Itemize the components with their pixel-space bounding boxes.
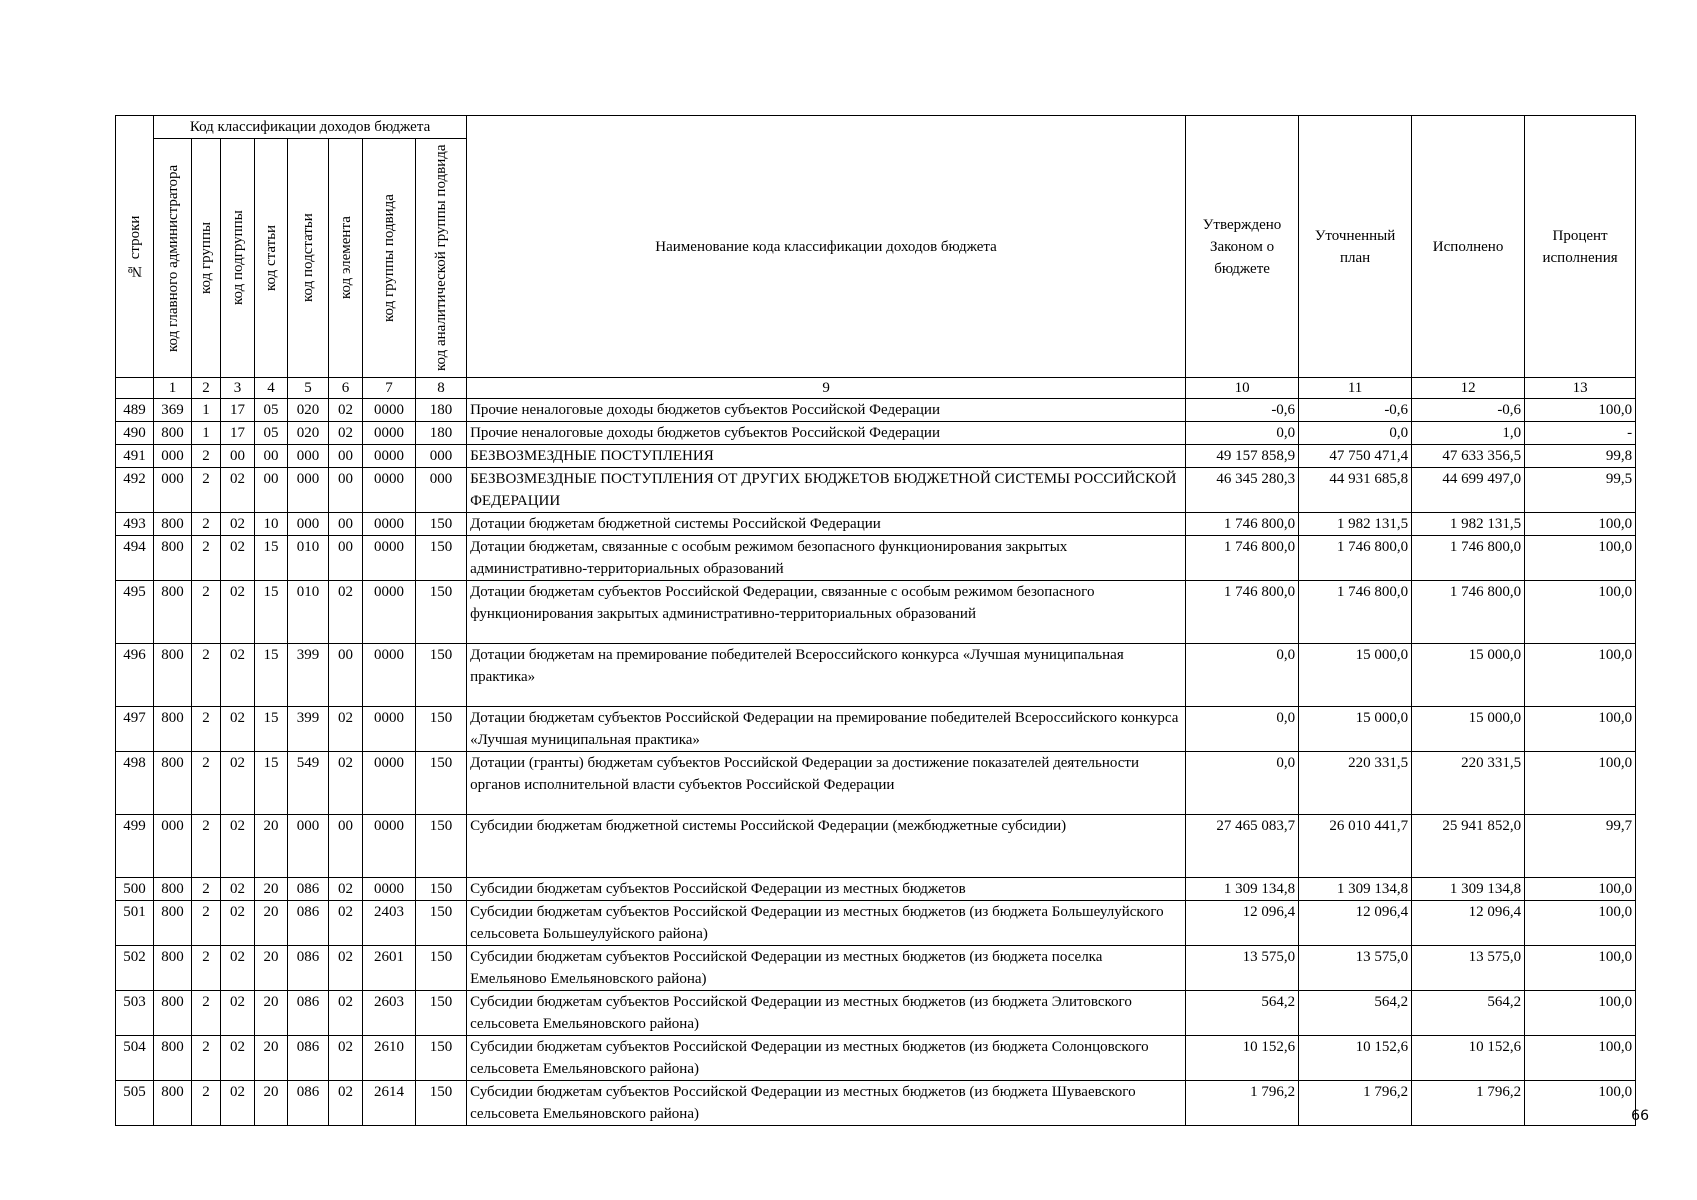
header-article: код статьи [255, 139, 288, 378]
revenue-table [115, 115, 1636, 1126]
code-element: 00 [329, 445, 363, 468]
code-article: 20 [255, 946, 288, 991]
code-article: 20 [255, 901, 288, 946]
code-element: 02 [329, 1036, 363, 1081]
execution-percent: 100,0 [1525, 1036, 1636, 1081]
code-group: 2 [192, 815, 221, 878]
refined-amount: 220 331,5 [1299, 752, 1412, 815]
code-analytic-group: 150 [416, 752, 467, 815]
code-subtype-group: 0000 [363, 752, 416, 815]
approved-amount: 27 465 083,7 [1186, 815, 1299, 878]
code-subgroup: 00 [221, 445, 255, 468]
code-article: 20 [255, 1036, 288, 1081]
code-element: 00 [329, 513, 363, 536]
header-row-no: № строки [116, 116, 154, 378]
row-number: 495 [116, 581, 154, 644]
code-admin: 369 [154, 399, 192, 422]
approved-amount: 1 309 134,8 [1186, 878, 1299, 901]
code-subarticle: 549 [288, 752, 329, 815]
executed-amount: 15 000,0 [1412, 707, 1525, 752]
code-article: 20 [255, 1081, 288, 1126]
executed-amount: 220 331,5 [1412, 752, 1525, 815]
code-article: 15 [255, 581, 288, 644]
header-subtype-group: код группы подвида [363, 139, 416, 378]
code-admin: 800 [154, 581, 192, 644]
code-subgroup: 02 [221, 1081, 255, 1126]
code-article: 20 [255, 878, 288, 901]
code-analytic-group: 150 [416, 815, 467, 878]
table-row [116, 581, 1636, 644]
refined-amount: 564,2 [1299, 991, 1412, 1036]
code-element: 00 [329, 536, 363, 581]
code-group: 2 [192, 1081, 221, 1126]
header-subgroup: код подгруппы [221, 139, 255, 378]
code-analytic-group: 180 [416, 399, 467, 422]
refined-amount: 13 575,0 [1299, 946, 1412, 991]
table-row [116, 946, 1636, 991]
code-subarticle: 000 [288, 513, 329, 536]
code-subtype-group: 2610 [363, 1036, 416, 1081]
code-group: 1 [192, 399, 221, 422]
column-number: 1 [154, 378, 192, 399]
table-row [116, 901, 1636, 946]
code-admin: 800 [154, 536, 192, 581]
table-row [116, 399, 1636, 422]
code-article: 05 [255, 399, 288, 422]
header-name: Наименование кода классификации доходов бюджета [467, 116, 1186, 378]
revenue-name: Дотации бюджетам, связанные с особым режимом безопасного функционирования закрытых административно-территориальных образований [467, 536, 1186, 581]
code-subarticle: 000 [288, 815, 329, 878]
code-group: 2 [192, 878, 221, 901]
approved-amount: 0,0 [1186, 707, 1299, 752]
column-number: 7 [363, 378, 416, 399]
row-number: 493 [116, 513, 154, 536]
code-article: 05 [255, 422, 288, 445]
code-subgroup: 02 [221, 991, 255, 1036]
header-executed: Исполнено [1412, 116, 1525, 378]
execution-percent: 100,0 [1525, 707, 1636, 752]
code-analytic-group: 150 [416, 878, 467, 901]
code-subtype-group: 0000 [363, 468, 416, 513]
column-number: 12 [1412, 378, 1525, 399]
row-number: 500 [116, 878, 154, 901]
code-admin: 000 [154, 468, 192, 513]
row-number: 505 [116, 1081, 154, 1126]
code-group: 2 [192, 644, 221, 707]
column-number: 13 [1525, 378, 1636, 399]
code-subtype-group: 0000 [363, 399, 416, 422]
code-admin: 800 [154, 752, 192, 815]
code-subarticle: 086 [288, 1081, 329, 1126]
approved-amount: 564,2 [1186, 991, 1299, 1036]
revenue-name: БЕЗВОЗМЕЗДНЫЕ ПОСТУПЛЕНИЯ [467, 445, 1186, 468]
code-article: 10 [255, 513, 288, 536]
refined-amount: 1 746 800,0 [1299, 581, 1412, 644]
code-analytic-group: 150 [416, 513, 467, 536]
header-subarticle: код подстатьи [288, 139, 329, 378]
approved-amount: 49 157 858,9 [1186, 445, 1299, 468]
code-subgroup: 02 [221, 901, 255, 946]
table-row [116, 644, 1636, 707]
page-number: 66 [1631, 1108, 1649, 1124]
refined-amount: 1 746 800,0 [1299, 536, 1412, 581]
execution-percent: 99,7 [1525, 815, 1636, 878]
code-subarticle: 000 [288, 445, 329, 468]
header-percent: Процент исполнения [1525, 116, 1636, 378]
code-admin: 000 [154, 815, 192, 878]
executed-amount: 15 000,0 [1412, 644, 1525, 707]
approved-amount: 1 746 800,0 [1186, 581, 1299, 644]
row-number: 502 [116, 946, 154, 991]
approved-amount: 46 345 280,3 [1186, 468, 1299, 513]
execution-percent: - [1525, 422, 1636, 445]
executed-amount: 1 746 800,0 [1412, 536, 1525, 581]
table-body [116, 399, 1636, 1126]
column-number: 3 [221, 378, 255, 399]
refined-amount: 47 750 471,4 [1299, 445, 1412, 468]
revenue-name: Дотации (гранты) бюджетам субъектов Российской Федерации за достижение показателей деятельности органов исполнительной власти субъектов Российской Федерации [467, 752, 1186, 815]
code-subgroup: 02 [221, 946, 255, 991]
code-admin: 800 [154, 644, 192, 707]
row-number: 489 [116, 399, 154, 422]
code-admin: 800 [154, 1081, 192, 1126]
execution-percent: 99,5 [1525, 468, 1636, 513]
code-subarticle: 086 [288, 946, 329, 991]
row-number: 494 [116, 536, 154, 581]
revenue-name: Дотации бюджетам субъектов Российской Федерации на премирование победителей Всероссийского конкурса «Лучшая муниципальная практика» [467, 707, 1186, 752]
code-analytic-group: 150 [416, 991, 467, 1036]
refined-amount: 1 309 134,8 [1299, 878, 1412, 901]
approved-amount: -0,6 [1186, 399, 1299, 422]
code-subarticle: 086 [288, 991, 329, 1036]
code-analytic-group: 000 [416, 468, 467, 513]
table-row [116, 513, 1636, 536]
execution-percent: 100,0 [1525, 752, 1636, 815]
executed-amount: 25 941 852,0 [1412, 815, 1525, 878]
execution-percent: 100,0 [1525, 1081, 1636, 1126]
row-number: 491 [116, 445, 154, 468]
execution-percent: 100,0 [1525, 581, 1636, 644]
refined-amount: 12 096,4 [1299, 901, 1412, 946]
code-subtype-group: 2603 [363, 991, 416, 1036]
executed-amount: 1,0 [1412, 422, 1525, 445]
code-subtype-group: 0000 [363, 878, 416, 901]
refined-amount: 26 010 441,7 [1299, 815, 1412, 878]
row-number: 504 [116, 1036, 154, 1081]
column-number-blank [116, 378, 154, 399]
table-row [116, 536, 1636, 581]
header-approved: Утверждено Законом о бюджете [1186, 116, 1299, 378]
refined-amount: 10 152,6 [1299, 1036, 1412, 1081]
column-numbers-row [116, 378, 1636, 399]
code-subgroup: 02 [221, 707, 255, 752]
revenue-name: Дотации бюджетам субъектов Российской Федерации, связанные с особым режимом безопасного функционирования закрытых административно-территориальных образований [467, 581, 1186, 644]
table-row [116, 878, 1636, 901]
table-row [116, 445, 1636, 468]
approved-amount: 13 575,0 [1186, 946, 1299, 991]
code-article: 15 [255, 536, 288, 581]
code-group: 2 [192, 1036, 221, 1081]
execution-percent: 100,0 [1525, 991, 1636, 1036]
code-group: 2 [192, 707, 221, 752]
revenue-name: Субсидии бюджетам бюджетной системы Российской Федерации (межбюджетные субсидии) [467, 815, 1186, 878]
code-group: 1 [192, 422, 221, 445]
code-analytic-group: 150 [416, 707, 467, 752]
revenue-name: Субсидии бюджетам субъектов Российской Федерации из местных бюджетов (из бюджета Шуваевского сельсовета Емельяновского района) [467, 1081, 1186, 1126]
code-analytic-group: 150 [416, 901, 467, 946]
code-subarticle: 000 [288, 468, 329, 513]
code-analytic-group: 150 [416, 1081, 467, 1126]
code-subtype-group: 0000 [363, 536, 416, 581]
approved-amount: 0,0 [1186, 422, 1299, 445]
code-subtype-group: 2601 [363, 946, 416, 991]
code-admin: 800 [154, 878, 192, 901]
code-element: 02 [329, 422, 363, 445]
refined-amount: 15 000,0 [1299, 644, 1412, 707]
revenue-name: Дотации бюджетам бюджетной системы Российской Федерации [467, 513, 1186, 536]
revenue-name: Прочие неналоговые доходы бюджетов субъектов Российской Федерации [467, 399, 1186, 422]
table-row [116, 752, 1636, 815]
code-subgroup: 02 [221, 468, 255, 513]
header-group: код группы [192, 139, 221, 378]
code-subtype-group: 0000 [363, 707, 416, 752]
execution-percent: 100,0 [1525, 399, 1636, 422]
header-code-group: Код классификации доходов бюджета [154, 116, 467, 139]
code-subgroup: 17 [221, 422, 255, 445]
refined-amount: 0,0 [1299, 422, 1412, 445]
code-admin: 800 [154, 422, 192, 445]
execution-percent: 100,0 [1525, 644, 1636, 707]
approved-amount: 1 796,2 [1186, 1081, 1299, 1126]
executed-amount: 1 982 131,5 [1412, 513, 1525, 536]
refined-amount: 15 000,0 [1299, 707, 1412, 752]
revenue-name: Субсидии бюджетам субъектов Российской Федерации из местных бюджетов (из бюджета Большеулуйского сельсовета Большеулуйского района) [467, 901, 1186, 946]
code-admin: 800 [154, 991, 192, 1036]
approved-amount: 0,0 [1186, 752, 1299, 815]
code-subarticle: 020 [288, 399, 329, 422]
column-number: 10 [1186, 378, 1299, 399]
table-row [116, 1036, 1636, 1081]
approved-amount: 1 746 800,0 [1186, 536, 1299, 581]
column-number: 2 [192, 378, 221, 399]
code-group: 2 [192, 946, 221, 991]
code-article: 00 [255, 445, 288, 468]
code-subgroup: 02 [221, 815, 255, 878]
revenue-name: БЕЗВОЗМЕЗДНЫЕ ПОСТУПЛЕНИЯ ОТ ДРУГИХ БЮДЖЕТОВ БЮДЖЕТНОЙ СИСТЕМЫ РОССИЙСКОЙ ФЕДЕРАЦИИ [467, 468, 1186, 513]
refined-amount: -0,6 [1299, 399, 1412, 422]
row-number: 503 [116, 991, 154, 1036]
code-group: 2 [192, 468, 221, 513]
execution-percent: 100,0 [1525, 946, 1636, 991]
table-row [116, 991, 1636, 1036]
code-element: 02 [329, 991, 363, 1036]
code-group: 2 [192, 513, 221, 536]
executed-amount: 13 575,0 [1412, 946, 1525, 991]
code-article: 15 [255, 644, 288, 707]
executed-amount: 12 096,4 [1412, 901, 1525, 946]
row-number: 501 [116, 901, 154, 946]
code-subgroup: 02 [221, 581, 255, 644]
revenue-name: Прочие неналоговые доходы бюджетов субъектов Российской Федерации [467, 422, 1186, 445]
header-analytic-group: код аналитической группы подвида [416, 139, 467, 378]
code-subgroup: 02 [221, 536, 255, 581]
code-analytic-group: 180 [416, 422, 467, 445]
code-group: 2 [192, 901, 221, 946]
header-admin: код главного администратора [154, 139, 192, 378]
code-subgroup: 02 [221, 878, 255, 901]
column-number: 9 [467, 378, 1186, 399]
code-subarticle: 010 [288, 536, 329, 581]
code-group: 2 [192, 581, 221, 644]
refined-amount: 1 796,2 [1299, 1081, 1412, 1126]
code-subtype-group: 0000 [363, 422, 416, 445]
code-element: 02 [329, 399, 363, 422]
code-subtype-group: 0000 [363, 513, 416, 536]
row-number: 498 [116, 752, 154, 815]
table-row [116, 815, 1636, 878]
executed-amount: 1 796,2 [1412, 1081, 1525, 1126]
code-subgroup: 02 [221, 1036, 255, 1081]
code-analytic-group: 000 [416, 445, 467, 468]
revenue-name: Дотации бюджетам на премирование победителей Всероссийского конкурса «Лучшая муниципальная практика» [467, 644, 1186, 707]
code-admin: 800 [154, 513, 192, 536]
code-analytic-group: 150 [416, 644, 467, 707]
code-group: 2 [192, 445, 221, 468]
code-subarticle: 399 [288, 644, 329, 707]
code-element: 02 [329, 752, 363, 815]
code-article: 00 [255, 468, 288, 513]
code-element: 02 [329, 946, 363, 991]
revenue-name: Субсидии бюджетам субъектов Российской Федерации из местных бюджетов [467, 878, 1186, 901]
column-number: 8 [416, 378, 467, 399]
row-number: 497 [116, 707, 154, 752]
code-subgroup: 17 [221, 399, 255, 422]
code-article: 15 [255, 707, 288, 752]
code-group: 2 [192, 991, 221, 1036]
table-row [116, 468, 1636, 513]
execution-percent: 100,0 [1525, 536, 1636, 581]
table-row [116, 1081, 1636, 1126]
execution-percent: 99,8 [1525, 445, 1636, 468]
code-subarticle: 086 [288, 901, 329, 946]
header-element: код элемента [329, 139, 363, 378]
header-refined: Уточненный план [1299, 116, 1412, 378]
executed-amount: 1 309 134,8 [1412, 878, 1525, 901]
code-subarticle: 399 [288, 707, 329, 752]
code-subgroup: 02 [221, 513, 255, 536]
code-group: 2 [192, 536, 221, 581]
column-number: 4 [255, 378, 288, 399]
executed-amount: -0,6 [1412, 399, 1525, 422]
code-subtype-group: 0000 [363, 445, 416, 468]
code-element: 00 [329, 815, 363, 878]
refined-amount: 44 931 685,8 [1299, 468, 1412, 513]
refined-amount: 1 982 131,5 [1299, 513, 1412, 536]
row-number: 496 [116, 644, 154, 707]
column-number: 11 [1299, 378, 1412, 399]
code-subtype-group: 2403 [363, 901, 416, 946]
table-row [116, 707, 1636, 752]
code-element: 02 [329, 707, 363, 752]
approved-amount: 1 746 800,0 [1186, 513, 1299, 536]
revenue-name: Субсидии бюджетам субъектов Российской Федерации из местных бюджетов (из бюджета Солонцовского сельсовета Емельяновского района) [467, 1036, 1186, 1081]
approved-amount: 10 152,6 [1186, 1036, 1299, 1081]
execution-percent: 100,0 [1525, 513, 1636, 536]
code-subarticle: 020 [288, 422, 329, 445]
code-subtype-group: 0000 [363, 815, 416, 878]
code-analytic-group: 150 [416, 536, 467, 581]
executed-amount: 1 746 800,0 [1412, 581, 1525, 644]
code-article: 20 [255, 815, 288, 878]
revenue-name: Субсидии бюджетам субъектов Российской Федерации из местных бюджетов (из бюджета поселка Емельяново Емельяновского района) [467, 946, 1186, 991]
table-row [116, 422, 1636, 445]
code-subarticle: 086 [288, 1036, 329, 1081]
row-number: 492 [116, 468, 154, 513]
code-element: 02 [329, 878, 363, 901]
row-number: 490 [116, 422, 154, 445]
code-analytic-group: 150 [416, 581, 467, 644]
column-number: 5 [288, 378, 329, 399]
code-element: 00 [329, 644, 363, 707]
executed-amount: 47 633 356,5 [1412, 445, 1525, 468]
code-element: 00 [329, 468, 363, 513]
code-admin: 800 [154, 1036, 192, 1081]
code-admin: 000 [154, 445, 192, 468]
budget-sheet [115, 115, 1636, 1126]
code-element: 02 [329, 901, 363, 946]
execution-percent: 100,0 [1525, 901, 1636, 946]
code-element: 02 [329, 581, 363, 644]
code-subgroup: 02 [221, 644, 255, 707]
column-number: 6 [329, 378, 363, 399]
code-subgroup: 02 [221, 752, 255, 815]
execution-percent: 100,0 [1525, 878, 1636, 901]
executed-amount: 44 699 497,0 [1412, 468, 1525, 513]
revenue-name: Субсидии бюджетам субъектов Российской Федерации из местных бюджетов (из бюджета Элитовского сельсовета Емельяновского района) [467, 991, 1186, 1036]
code-admin: 800 [154, 707, 192, 752]
code-analytic-group: 150 [416, 946, 467, 991]
row-number: 499 [116, 815, 154, 878]
code-subtype-group: 0000 [363, 581, 416, 644]
code-admin: 800 [154, 946, 192, 991]
code-analytic-group: 150 [416, 1036, 467, 1081]
code-element: 02 [329, 1081, 363, 1126]
executed-amount: 564,2 [1412, 991, 1525, 1036]
code-subarticle: 086 [288, 878, 329, 901]
approved-amount: 12 096,4 [1186, 901, 1299, 946]
code-article: 20 [255, 991, 288, 1036]
code-article: 15 [255, 752, 288, 815]
code-subarticle: 010 [288, 581, 329, 644]
code-group: 2 [192, 752, 221, 815]
code-subtype-group: 2614 [363, 1081, 416, 1126]
executed-amount: 10 152,6 [1412, 1036, 1525, 1081]
code-admin: 800 [154, 901, 192, 946]
approved-amount: 0,0 [1186, 644, 1299, 707]
code-subtype-group: 0000 [363, 644, 416, 707]
